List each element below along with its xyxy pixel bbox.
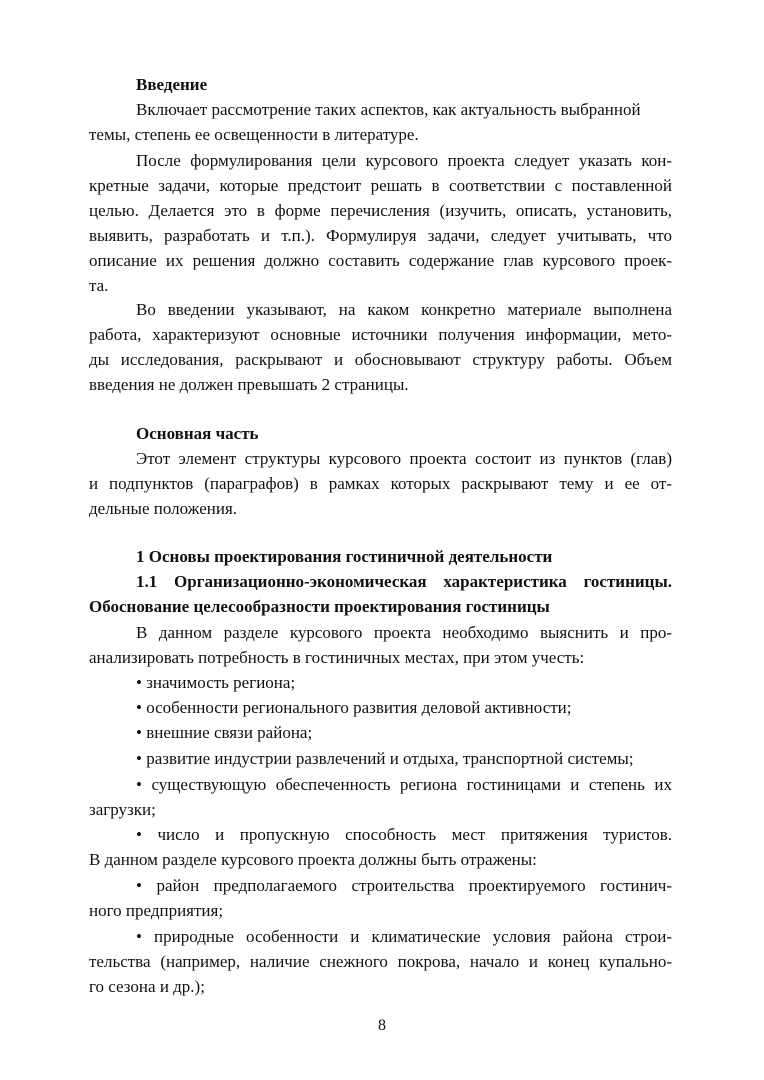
text-line: описание их решения должно составить содержание глав курсового проек- [89,251,672,270]
bullet-icon: • [136,876,142,895]
text-line: Включает рассмотрение таких аспектов, как актуальность выбранной [136,100,641,119]
bullet-icon: • [136,673,142,692]
text-line: анализировать потребность в гостиничных местах, при этом учесть: [89,648,585,667]
list-item: • район предполагаемого строительства проектируемого гостинич- [136,876,673,895]
text-line: Во введении указывают, на каком конкретно материале выполнена [136,300,672,319]
text-line: работа, характеризуют основные источники получения информации, мето- [89,325,672,344]
text-line: и подпунктов (параграфов) в рамках которых раскрывают тему и ее от- [89,474,672,493]
bullet-icon: • [136,927,142,946]
text-line: ного предприятия; [89,901,224,920]
text-line: темы, степень ее освещенности в литературе. [89,125,419,144]
intro-heading: Введение [136,75,208,94]
text-line: Этот элемент структуры курсового проекта состоит из пунктов (глав) [136,449,672,468]
text-line: ды исследования, раскрывают и обосновывают структуру работы. Объем [89,350,672,369]
section-heading: 1 Основы проектирования гостиничной деятельности [136,547,553,566]
bullet-icon: • [136,749,142,768]
subsection-heading: 1.1 Организационно-экономическая характеристика гостиницы. [136,572,672,591]
text-line: тельства (например, наличие снежного покрова, начало и конец купально- [89,952,672,971]
text-line: введения не должен превышать 2 страницы. [89,375,409,394]
text-line: та. [89,276,109,295]
list-item: • развитие индустрии развлечений и отдыха, транспортной системы; [136,749,634,768]
bullet-icon: • [136,825,142,844]
text-line: го сезона и др.); [89,977,205,996]
page-number: 8 [378,1017,386,1034]
text-line: После формулирования цели курсового проекта следует указать кон- [136,151,672,170]
text-line: дельные положения. [89,499,238,518]
main-part-heading: Основная часть [136,424,259,443]
bullet-icon: • [136,723,142,742]
bullet-icon: • [136,698,142,717]
list-item: • природные особенности и климатические условия района строи- [136,927,672,946]
text-line: загрузки; [89,800,156,819]
list-item: • особенности регионального развития деловой активности; [136,698,572,717]
subsection-heading: Обоснование целесообразности проектирования гостиницы [89,597,550,616]
text-line: кретные задачи, которые предстоит решать в соответствии с поставленной [89,176,672,195]
text-line: В данном разделе курсового проекта необходимо выяснить и про- [136,623,672,642]
list-item: • число и пропускную способность мест притяжения туристов. [136,825,673,844]
list-item: • значимость региона; [136,673,296,692]
bullet-icon: • [136,775,142,794]
list-item: • внешние связи района; [136,723,313,742]
list-item: • существующую обеспеченность региона гостиницами и степень их [136,775,672,794]
text-line: целью. Делается это в форме перечисления (изучить, описать, установить, [89,201,672,220]
text-line: В данном разделе курсового проекта должны быть отражены: [89,850,537,869]
text-line: выявить, разработать и т.п.). Формулируя задачи, следует учитывать, что [89,226,672,245]
